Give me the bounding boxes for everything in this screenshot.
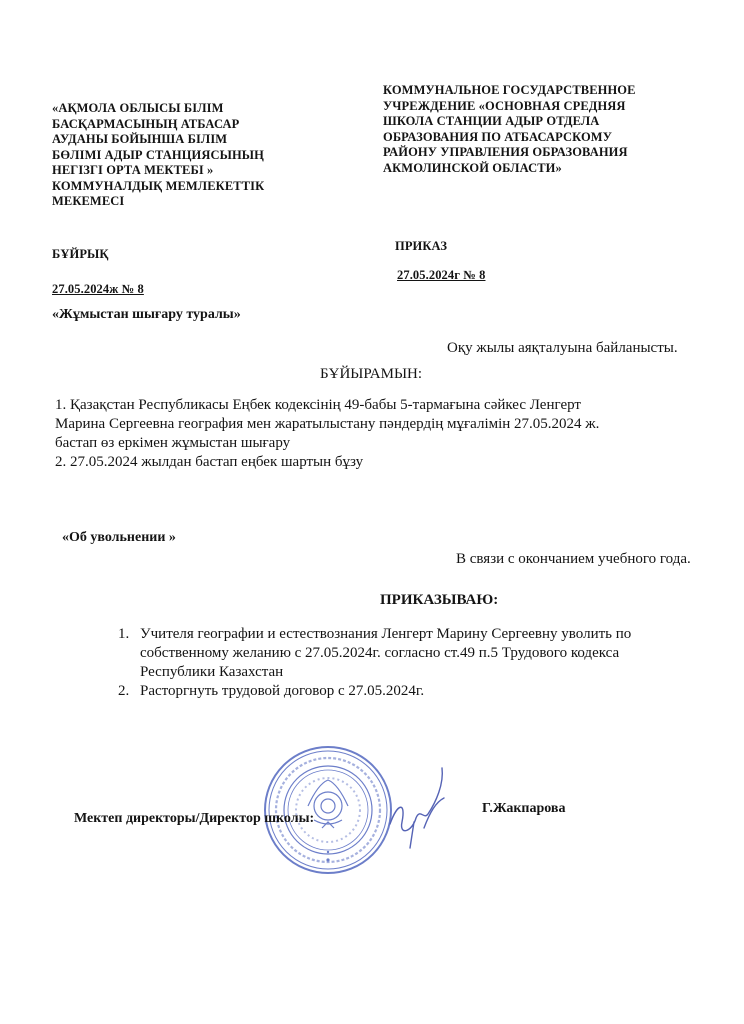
ru-item-line: собственному желанию с 27.05.2024г. согласно ст.49 п.5 Трудового кодекса (140, 645, 620, 661)
header-ru-line: АКМОЛИНСКОЙ ОБЛАСТИ» (383, 160, 562, 175)
ru-item (118, 682, 631, 701)
header-ru-line: ШКОЛА СТАНЦИИ АДЫР ОТДЕЛА (383, 114, 600, 128)
kz-item1-line: бастап өз еркімен жұмыстан шығару (55, 435, 291, 451)
official-seal (262, 744, 394, 876)
kz-item2: 2. 27.05.2024 жылдан бастап еңбек шартын бұзу (55, 454, 364, 470)
ru-item-number: 2. (118, 683, 130, 699)
header-ru-line: ОБРАЗОВАНИЯ ПО АТБАСАРСКОМУ (383, 129, 612, 144)
ru-item-number: 1. (118, 626, 130, 642)
header-ru-line: УЧРЕЖДЕНИЕ «ОСНОВНАЯ СРЕДНЯЯ (383, 98, 626, 113)
director-name: Г.Жакпарова (482, 801, 566, 816)
header-ru (383, 83, 636, 176)
header-kz-line: БӨЛІМІ АДЫР СТАНЦИЯСЫНЫҢ (52, 147, 265, 162)
signature-scribble (384, 762, 464, 852)
order-date-kz: 27.05.2024ж № 8 (52, 282, 144, 296)
header-kz-line: БАСҚАРМАСЫНЫҢ АТБАСАР (52, 116, 240, 131)
header-kz-line: «АҚМОЛА ОБЛЫСЫ БІЛІМ (52, 101, 224, 115)
order-items-kz (55, 396, 599, 472)
header-kz (52, 101, 264, 210)
ru-item-line: Республики Казахстан (140, 664, 284, 680)
order-items-ru (118, 625, 631, 701)
header-kz-line: МЕКЕМЕСІ (52, 194, 125, 208)
command-ru: ПРИКАЗЫВАЮ: (380, 592, 499, 608)
header-kz-line: НЕГІЗГІ ОРТА МЕКТЕБІ » (52, 163, 214, 177)
order-title-ru: ПРИКАЗ (395, 239, 448, 253)
command-kz: БҰЙЫРАМЫН: (320, 366, 423, 382)
header-kz-line: АУДАНЫ БОЙЫНША БІЛІМ (52, 132, 228, 146)
ru-item (118, 625, 631, 682)
kz-item1-line: Марина Сергеевна география мен жаратылыстану пәндердің мұғалімін 27.05.2024 ж. (55, 416, 600, 432)
reason-kz: Оқу жылы аяқталуына байланысты. (447, 340, 678, 356)
subject-kz: «Жұмыстан шығару туралы» (52, 307, 241, 322)
header-ru-line: КОММУНАЛЬНОЕ ГОСУДАРСТВЕННОЕ (383, 83, 636, 97)
order-date-ru: 27.05.2024г № 8 (397, 268, 486, 282)
subject-ru: «Об увольнении » (62, 530, 176, 545)
reason-ru: В связи с окончанием учебного года. (456, 551, 691, 567)
order-title-kz: БҰЙРЫҚ (52, 247, 109, 261)
ru-item-line: Учителя географии и естествознания Ленгерт Марину Сергеевну уволить по (140, 626, 632, 642)
header-ru-line: РАЙОНУ УПРАВЛЕНИЯ ОБРАЗОВАНИЯ (383, 145, 628, 159)
kz-item1-line: 1. Қазақстан Республикасы Еңбек кодексінің 49-бабы 5-тармағына сәйкес Ленгерт (55, 397, 581, 413)
director-title: Мектеп директоры/Директор школы: (74, 811, 315, 826)
header-kz-line: КОММУНАЛДЫҚ МЕМЛЕКЕТТІК (52, 178, 265, 193)
ru-item-line: Расторгнуть трудовой договор с 27.05.2024г. (140, 683, 425, 699)
